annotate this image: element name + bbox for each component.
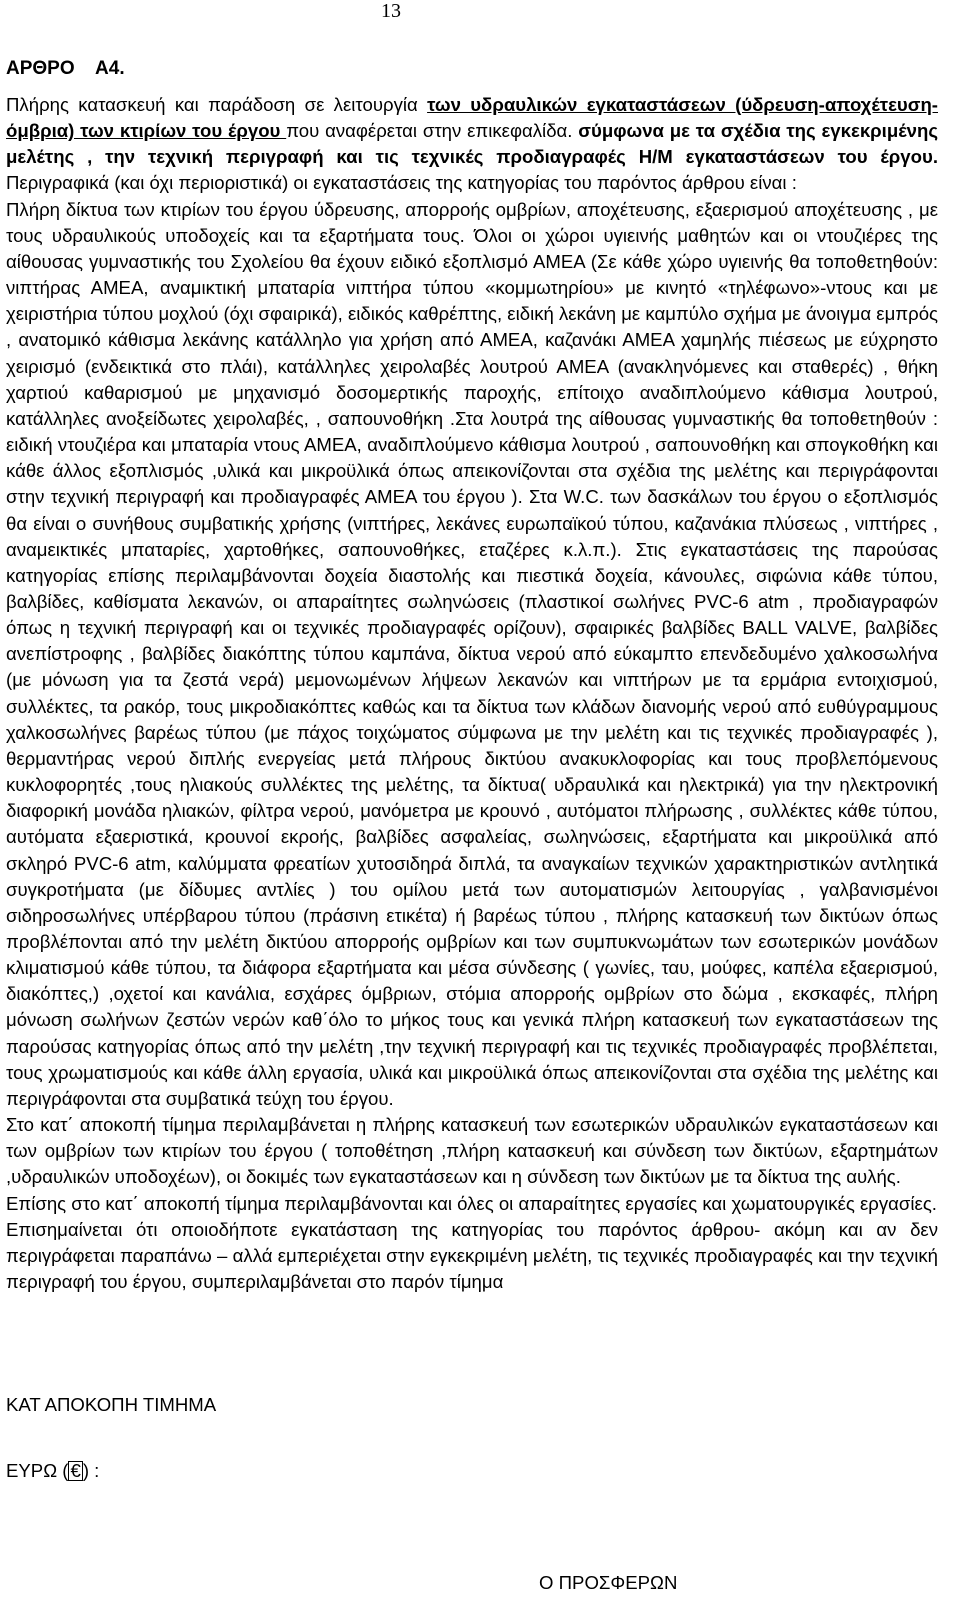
note-paragraph: Επισημαίνεται ότι οποιοδήποτε εγκατάσταση της κατηγορίας του παρόντος άρθρου- ακόμη και αν δεν περιγράφεται παραπάνω – αλλά εμπεριέχεται στην εγκεκριμένη μελέτη, τις τεχνικές προδιαγραφές και την τεχνική περιγραφή του έργου, συμπεριλαμβάνεται στο παρόν τίμημα: [6, 1218, 938, 1293]
intro-underlined-scope: των υδραυλικών εγκαταστάσεων (ύδρευση-αποχέτευση-όμβρια) των κτιρίων του έργου: [6, 94, 938, 142]
intro-mid: που αναφέρεται στην επικεφαλίδα.: [286, 120, 579, 142]
intro-paragraph: [6, 92, 938, 197]
earthworks-paragraph: Επίσης στο κατ΄ αποκοπή τίμημα περιλαμβάνονται και όλες οι απαραίτητες εργασίες και χωματουργικές εργασίες.: [6, 1192, 937, 1214]
euro-suffix: ) :: [82, 1460, 100, 1481]
intro-lead: Πλήρης κατασκευή και παράδοση σε λειτουργία: [6, 94, 428, 115]
article-title: ΑΡΘΡΟ Α4.: [6, 58, 125, 79]
intro-rest: Περιγραφικά (και όχι περιοριστικά) οι εγκαταστάσεις της κατηγορίας του παρόντος άρθρου είναι :: [6, 172, 797, 194]
installations-paragraph: Πλήρη δίκτυα των κτιρίων του έργου ύδρευσης, απορροής ομβρίων, αποχέτευσης, εξαερισμού αποχέτευσης , με τους υδραυλικούς υποδοχείς και τα εξαρτήματα τους. Όλοι οι χώροι υγιεινής μαθητών και οι ντουζιέρες της αίθουσας γυμναστικής του Σχολείου θα έχουν ειδικό εξοπλισμό ΑΜΕΑ (Σε κάθε χώρο υγιεινής θα τοποθετηθούν: νιπτήρας ΑΜΕΑ, αναμικτική μπαταρία νιπτήρα τύπου «κομμωτηρίου» με κινητό «τηλέφωνο»-ντους και με χειριστήρια τύπου μοχλού (όχι σφαιρικά), ειδικός καθρέπτης, ειδική λεκάνη με καμπύλο σχήμα με άνοιγμα εμπρός , ανατομικό κάθισμα λεκάνης κατάλληλο για χρήση από ΑΜΕΑ, καζανάκι ΑΜΕΑ χαμηλής πιέσεως με εύχρηστο χειρισμό (ενδεικτικά στο πλάι), κατάλληλες χειρολαβές λουτρού ΑΜΕΑ (ανακληνόμενες και σταθερές) , θήκη χαρτιού καθαρισμού με μηχανισμό δοσομερτικής παροχής, επίτοιχο αναδιπλούμενο κάθισμα λουτρού, κατάλληλες ανοξείδωτες χειρολαβές, , σαπουνοθήκη .Στα λουτρά της αίθουσας γυμναστικής θα τοποθετηθούν : ειδική ντουζιέρα και μπαταρία ντους ΑΜΕΑ, αναδιπλούμενο κάθισμα λουτρού , σαπουνοθήκη και σπογκοθήκη και κάθε άλλος εξοπλισμός ,υλικά και μικροϋλικά όπως απεικονίζονται στα σχέδια της μελέτης και περιγράφονται στην τεχνική περιγραφή και προδιαγραφές ΑΜΕΑ του έργου ). Στα W.C. των δασκάλων του έργου ο εξοπλισμός θα είναι ο συνήθους συμβατικής χρήσης (νιπτήρες, λεκάνες ευρωπαϊκού τύπου, καζανάκια πλύσεως , νιπτήρες , αναμεικτικές μπαταρίες, χαρτοθήκες, σαπουνοθήκες, εταζέρες κ.λ.π.). Στις εγκαταστάσεις της παρούσας κατηγορίας επίσης περιλαμβάνονται δοχεία διαστολής και πιεστικά δοχεία, κάνουλες, σιφώνια κάθε τύπου, βαλβίδες, καθίσματα λεκανών, οι απαραίτητες σωληνώσεις (πλαστικοί σωλήνες PVC-6 atm , προδιαγραφών όπως η τεχνική περιγραφή και οι τεχνικές προδιαγραφές ορίζουν), σφαιρικές βαλβίδες BALL VALVE, βαλβίδες ανεπίστροφης , βαλβίδες διακόπτης τύπου καμπάνα, δίκτυα νερού από εύκαμπτο επενδεδυμένο χαλκοσωλήνα (με μόνωση για τα ζεστά νερά) μεμονωμένων λήψεων λεκανών και νιπτήρων με τα ερμάρια εντοιχισμού, συλλέκτες, τα ρακόρ, τους μικροδιακόπτες καθώς και τα δίκτυα των κλάδων διανομής νερού από ευθύγραμμους χαλκοσωλήνες βαρέως τύπου (με πάχος τοιχώματος σύμφωνα με την μελέτη και τις τεχνικές προδιαγραφές ), θερμαντήρας νερού διπλής ενεργείας μετά πλήρους δικτύου ανακυκλοφορίας και τους προβλεπόμενους κυκλοφορητές ,τους ηλιακούς συλλέκτες της μελέτης, τα δίκτυα( υδραυλικά και ηλεκτρικά) για την ηλεκτρονική διαφορική μονάδα ηλιακών, φίλτρα νερού, μανόμετρα με κρουνό , αυτόματοι πλήρωσης , συλλέκτες κάθε τύπου, αυτόματα εξαεριστικά, κρουνοί εκροής, βαλβίδες ασφαλείας, σωληνώσεις, εξαρτήματα και μικροϋλικά από σκληρό PVC-6 atm, καλύμματα φρεατίων χυτοσιδηρά διπλά, τα αναγκαίων τεχνικών χαρακτηριστικών αντλητικά συγκροτήματα (με δίδυμες αντλίες ) του ομίλου μετά των αυτοματισμών λειτουργίας , γαλβανισμένοι σιδηροσωλήνες υπέρβαρου τύπου (πράσινη ετικέτα) ή βαρέως τύπου , πλήρης κατασκευή των δικτύων όπως προβλέπονται από την μελέτη δικτύου απορροής ομβρίων και των συμπυκνωμάτων των εσωτερικών μονάδων κλιματισμού κάθε τύπου, τα διάφορα εξαρτήματα και μέσα σύνδεσης ( γωνίες, ταυ, μούφες, καπέλα εξαερισμού, διακόπτες,) ,οχετοί και κανάλια, εσχάρες όμβριων, στόμια απορροής ομβρίων στο δώμα , εκσκαφές, πλήρη μόνωση σωλήνων ζεστών νερών καθ΄όλο το μήκος τους και γενικά πλήρη κατασκευή των εγκαταστάσεων της παρούσας κατηγορίας όπως από την μελέτη ,την τεχνική περιγραφή και τις τεχνικές προδιαγραφές προβλέπεται, τους χρωματισμούς και κάθε άλλη εργασία, υλικά και μικροϋλικά όπως απεικονίζονται στα σχέδια της μελέτης και περιγράφονται στα συμβατικά τεύχη του έργου.: [6, 198, 938, 1109]
lump-sum-includes-paragraph: Στο κατ΄ αποκοπή τίμημα περιλαμβάνεται η πλήρης κατασκευή των εσωτερικών υδραυλικών εγκαταστάσεων και των ομβρίων των κτιρίων του έργου ( τοποθέτηση ,πλήρη κατασκευή και σύνδεση των δικτύων, εξαρτημάτων ,υδραυλικών υποδοχέων), οι δοκιμές των εγκαταστάσεων και η σύνδεση των δικτύων με τα δίκτυα της αυλής.: [6, 1114, 938, 1188]
page-number: 13: [381, 0, 401, 22]
bidder-label: Ο ΠΡΟΣΦΕΡΩΝ: [539, 1572, 678, 1593]
lump-sum-label: ΚΑΤ ΑΠΟΚΟΠΗ ΤΙΜΗΜΑ: [6, 1394, 217, 1415]
euro-amount-line: [6, 1460, 99, 1482]
intro-bold-reference: σύμφωνα με τα σχέδια της εγκεκριμένης μελέτης , την τεχνική περιγραφή και τις τεχνικές προδιαγραφές Η/Μ εγκαταστάσεων του έργου.: [6, 120, 938, 168]
euro-symbol: €: [70, 1460, 81, 1481]
euro-prefix: ΕΥΡΩ (: [6, 1460, 69, 1481]
article-body: [6, 92, 938, 1295]
